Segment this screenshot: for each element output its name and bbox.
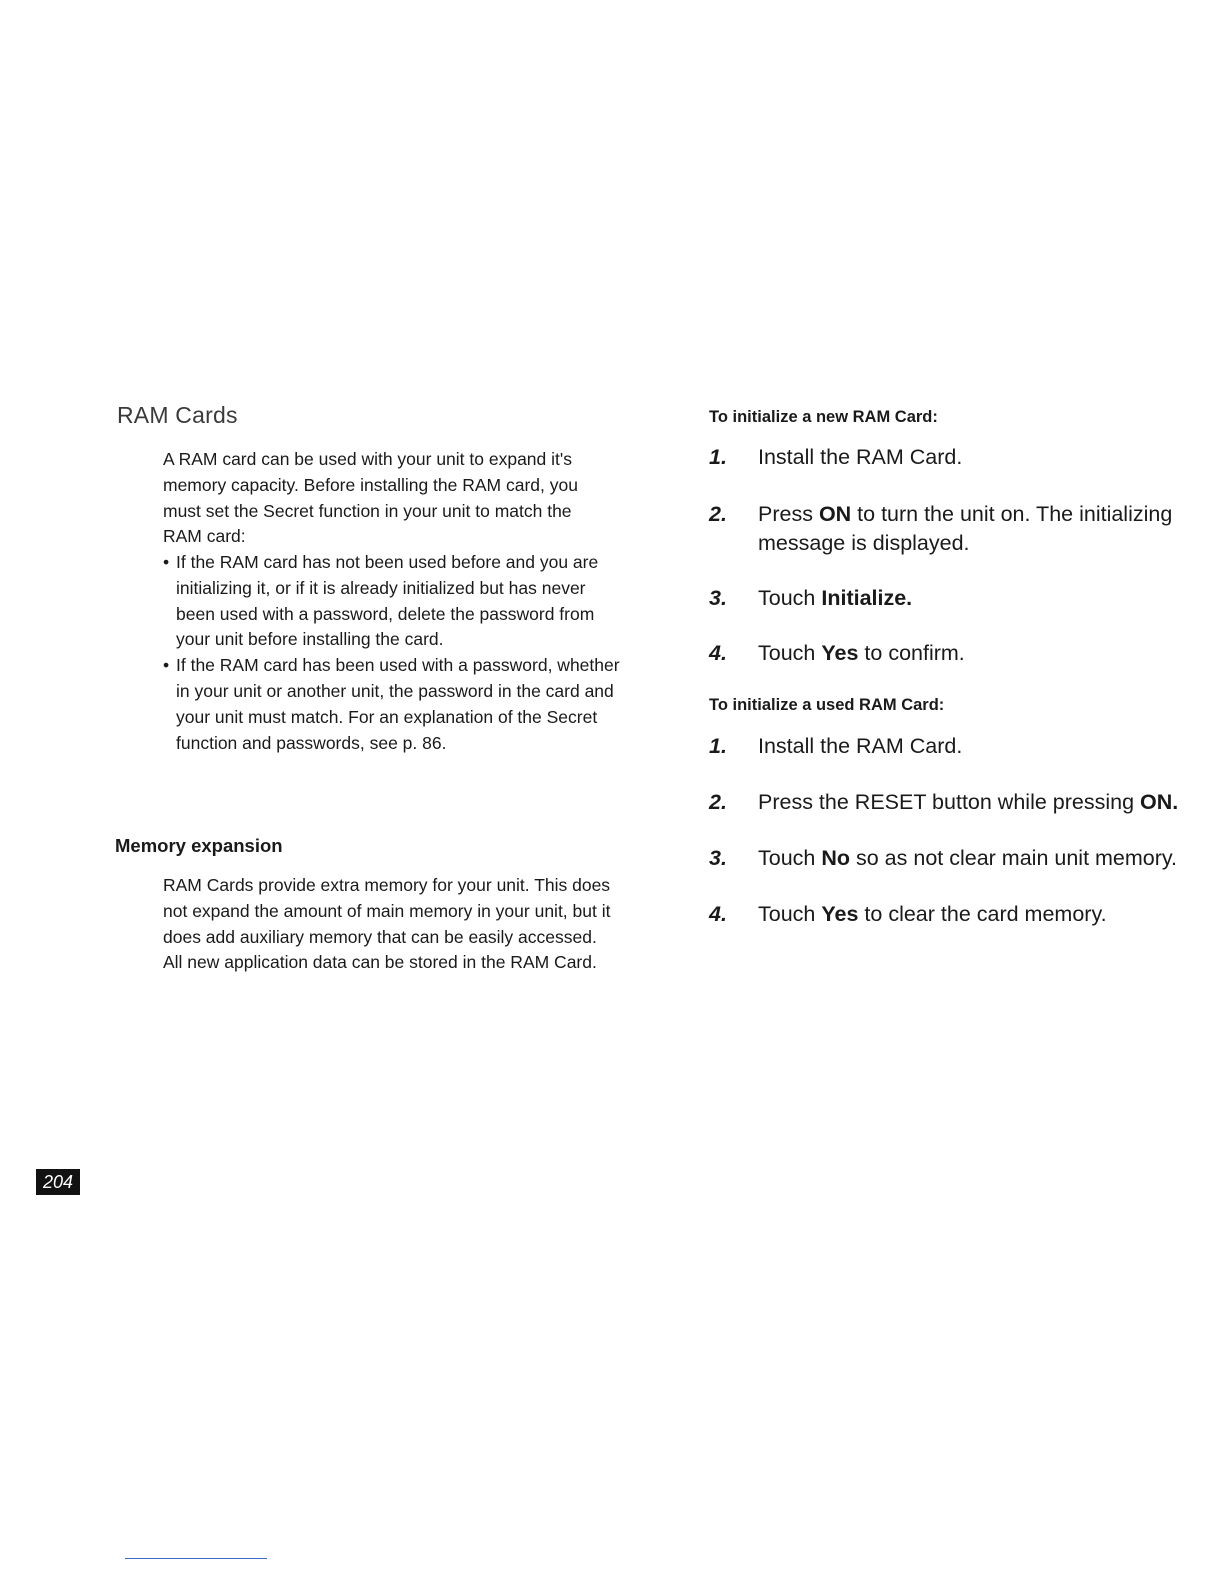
- intro-paragraph: A RAM card can be used with your unit to expand it's memory capacity. Before installing the RAM card, you must set the Secret function in your unit to match the RAM card:: [163, 449, 578, 547]
- footer-rule: [125, 1558, 267, 1559]
- used-step-4: [709, 900, 1189, 929]
- new-step-4: [709, 639, 1189, 668]
- step-text: Touch Yes to confirm.: [758, 641, 965, 665]
- step-number: 1.: [709, 734, 727, 758]
- new-step-3: [709, 584, 1189, 613]
- used-step-1: [709, 732, 1189, 761]
- step-text: Install the RAM Card.: [758, 445, 963, 469]
- bullet-list: [163, 550, 623, 756]
- used-step-3: [709, 844, 1189, 873]
- bullet-item: • If the RAM card has not been used before and you are initializing it, or if it is already initialized but has never been used with a password, delete the password from your unit before installing the card.: [163, 550, 623, 653]
- step-number: 3.: [709, 846, 727, 870]
- new-card-procedure-title: To initialize a new RAM Card:: [709, 408, 938, 426]
- step-text: Press ON to turn the unit on. The initializing message is displayed.: [758, 502, 1173, 555]
- section-title: RAM Cards: [117, 402, 238, 428]
- step-number: 4.: [709, 902, 727, 926]
- step-text: Touch No so as not clear main unit memory.: [758, 846, 1178, 870]
- step-number: 2.: [709, 790, 727, 814]
- step-number: 2.: [709, 502, 727, 526]
- step-text: Touch Yes to clear the card memory.: [758, 902, 1107, 926]
- step-text: Install the RAM Card.: [758, 734, 963, 758]
- new-step-1: [709, 443, 1189, 472]
- step-number: 1.: [709, 445, 727, 469]
- used-step-2: [709, 788, 1189, 817]
- new-step-2: [709, 500, 1189, 557]
- step-text: Press the RESET button while pressing ON.: [758, 790, 1179, 814]
- step-text: Touch Initialize.: [758, 586, 913, 610]
- memory-expansion-paragraph: RAM Cards provide extra memory for your unit. This does not expand the amount of main memory in your unit, but it does add auxiliary memory that can be easily accessed. All new application data can be stored in the RAM Card.: [163, 875, 611, 973]
- step-number: 3.: [709, 586, 727, 610]
- memory-expansion-heading: Memory expansion: [115, 835, 283, 856]
- used-card-procedure-title: To initialize a used RAM Card:: [709, 696, 945, 714]
- step-number: 4.: [709, 641, 727, 665]
- page-number-badge: 204: [36, 1169, 80, 1195]
- bullet-item: • If the RAM card has been used with a password, whether in your unit or another unit, the password in the card and your unit must match. For an explanation of the Secret function and passwords, see p. 86.: [163, 653, 623, 756]
